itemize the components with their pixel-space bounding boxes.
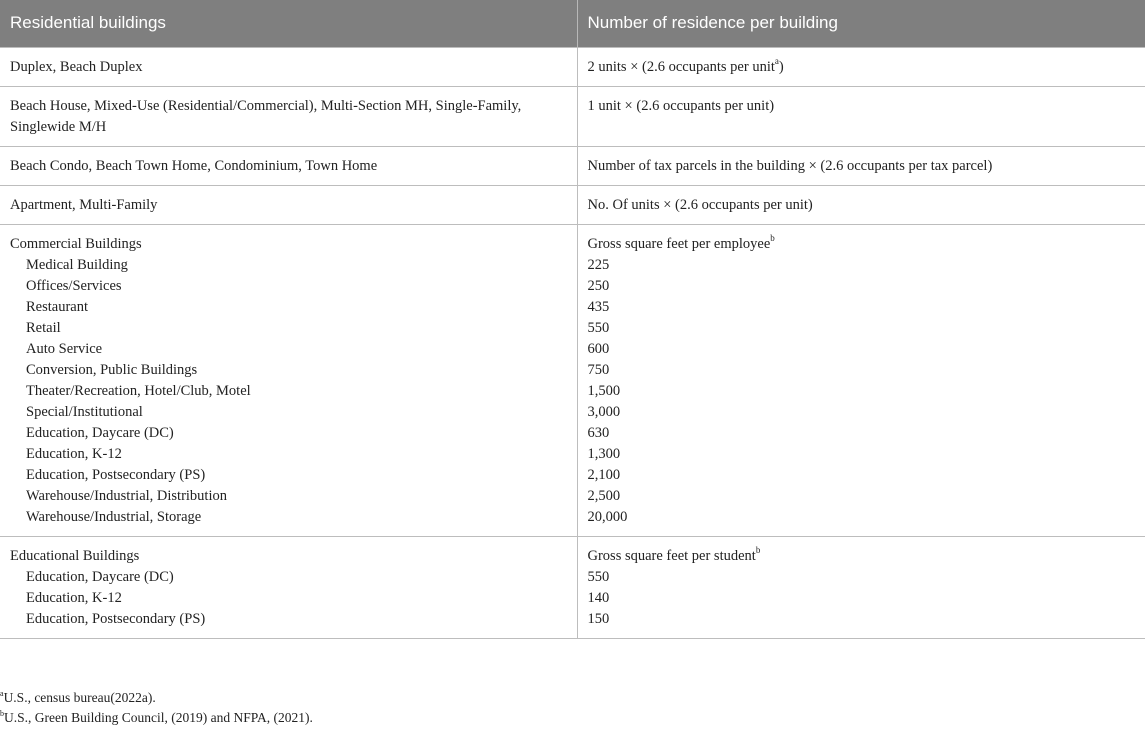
residential-value-cell — [577, 146, 1145, 185]
header-number-of-residence: Number of residence per building — [577, 0, 1145, 47]
list-item: Auto Service — [26, 340, 103, 357]
footnote-mark: b — [0, 708, 4, 718]
list-value: 250 — [587, 277, 610, 294]
commercial-section-title: Commercial Buildings — [10, 235, 142, 252]
educational-section-title: Educational Buildings — [10, 547, 140, 564]
commercial-values-cell — [577, 224, 1145, 536]
residential-type-text: Beach Condo, Beach Town Home, Condominium, Town Home — [10, 157, 378, 174]
residential-type-cell — [0, 86, 577, 146]
list-item: Education, Daycare (DC) — [26, 568, 174, 585]
list-item: Conversion, Public Buildings — [26, 361, 198, 378]
educational-types-cell — [0, 536, 577, 638]
footnotes — [0, 688, 1145, 728]
commercial-metric-label — [588, 234, 1135, 255]
educational-section-row — [0, 536, 1145, 638]
table-row — [0, 47, 1145, 86]
residential-value-tail: ) — [778, 58, 784, 75]
header-residential-buildings: Residential buildings — [0, 0, 577, 47]
list-item: Education, Daycare (DC) — [26, 424, 174, 441]
list-value: 1,300 — [587, 445, 621, 462]
residential-type-text: Duplex, Beach Duplex — [10, 58, 143, 75]
commercial-metric-text: Gross square feet per employee — [587, 235, 771, 252]
list-item: Theater/Recreation, Hotel/Club, Motel — [26, 382, 251, 399]
educational-metric-label — [588, 546, 1135, 567]
footnote-mark: b — [755, 544, 761, 555]
footnote-b — [0, 708, 1145, 728]
list-item: Education, K-12 — [26, 589, 122, 606]
list-value: 150 — [587, 610, 610, 627]
list-value: 2,100 — [587, 466, 621, 483]
residential-type-text: Beach House, Mixed-Use (Residential/Commercial), Multi-Section MH, Single-Family, Singlewide M/H — [10, 97, 522, 135]
list-value: 3,000 — [587, 403, 621, 420]
footnote-a — [0, 688, 1145, 708]
footnote-mark: a — [0, 688, 4, 698]
table-row — [0, 146, 1145, 185]
list-item: Medical Building — [26, 256, 128, 273]
list-item: Education, Postsecondary (PS) — [26, 466, 206, 483]
list-value: 550 — [587, 319, 610, 336]
footnote-mark: b — [770, 232, 775, 243]
list-value: 20,000 — [587, 508, 628, 525]
list-item: Warehouse/Industrial, Storage — [26, 508, 202, 525]
educational-metric-text: Gross square feet per student — [587, 547, 756, 564]
commercial-section-row — [0, 224, 1145, 536]
list-item: Special/Institutional — [26, 403, 143, 420]
residential-type-text: Apartment, Multi-Family — [10, 196, 158, 213]
table-row — [0, 185, 1145, 224]
table-row — [0, 86, 1145, 146]
residential-type-cell — [0, 47, 577, 86]
educational-values-cell — [577, 536, 1145, 638]
table-header-row — [0, 0, 1145, 47]
residential-type-cell — [0, 146, 577, 185]
list-value: 750 — [587, 361, 610, 378]
residential-value-text: 1 unit × (2.6 occupants per unit) — [587, 97, 775, 114]
residential-value-text: 2 units × (2.6 occupants per unit — [587, 58, 775, 75]
residential-type-cell — [0, 185, 577, 224]
list-value: 600 — [587, 340, 610, 357]
list-value: 140 — [587, 589, 610, 606]
residential-value-cell — [577, 86, 1145, 146]
residential-value-text: Number of tax parcels in the building × (2.6 occupants per tax parcel) — [587, 157, 993, 174]
list-item: Warehouse/Industrial, Distribution — [26, 487, 227, 504]
list-item: Education, Postsecondary (PS) — [26, 610, 206, 627]
footnote-text: U.S., census bureau(2022a). — [3, 690, 156, 705]
list-item: Education, K-12 — [26, 445, 122, 462]
list-value: 1,500 — [587, 382, 621, 399]
commercial-types-cell — [0, 224, 577, 536]
list-value: 630 — [587, 424, 610, 441]
list-value: 550 — [587, 568, 610, 585]
list-value: 225 — [587, 256, 610, 273]
residential-value-cell — [577, 185, 1145, 224]
list-value: 2,500 — [587, 487, 621, 504]
footnote-text: U.S., Green Building Council, (2019) and NFPA, (2021). — [4, 710, 313, 725]
list-item: Offices/Services — [26, 277, 122, 294]
residential-value-cell — [577, 47, 1145, 86]
list-item: Restaurant — [26, 298, 89, 315]
list-item: Retail — [26, 319, 61, 336]
list-value: 435 — [587, 298, 610, 315]
residential-value-text: No. Of units × (2.6 occupants per unit) — [587, 196, 813, 213]
footnote-mark: a — [774, 55, 779, 66]
